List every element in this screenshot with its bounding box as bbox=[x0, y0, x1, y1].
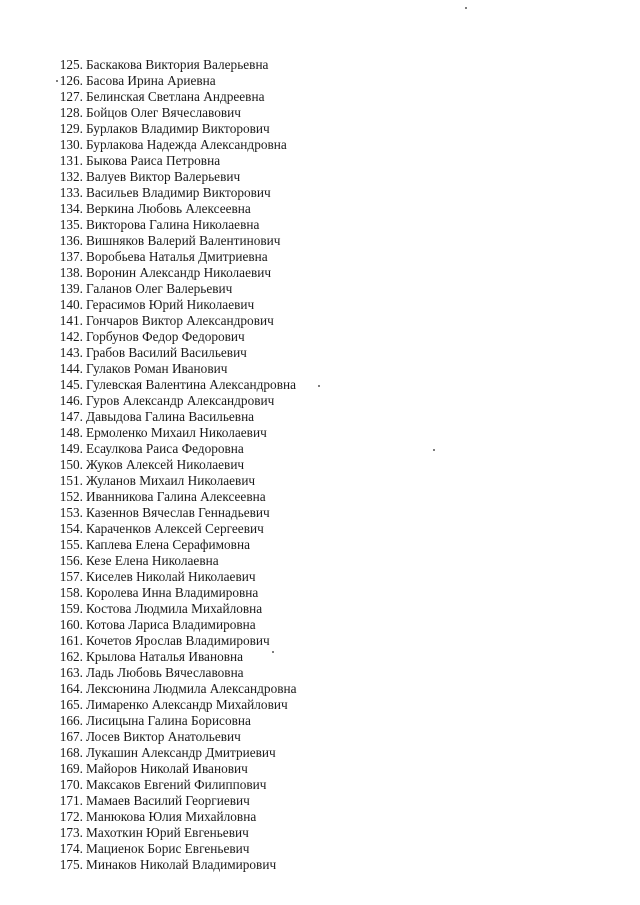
item-number: 126. bbox=[59, 73, 83, 88]
person-name: Жуланов Михаил Николаевич bbox=[86, 473, 256, 488]
item-number: 150. bbox=[59, 457, 83, 472]
person-name: Махоткин Юрий Евгеньевич bbox=[86, 825, 249, 840]
person-name: Воробьева Наталья Дмитриевна bbox=[86, 249, 268, 264]
person-name: Лосев Виктор Анатольевич bbox=[86, 729, 241, 744]
list-item bbox=[58, 281, 297, 297]
item-number: 125. bbox=[59, 57, 83, 72]
item-number: 130. bbox=[59, 137, 83, 152]
item-number: 172. bbox=[59, 809, 83, 824]
item-number: 154. bbox=[59, 521, 83, 536]
person-name: Белинская Светлана Андреевна bbox=[86, 89, 265, 104]
list-item bbox=[58, 825, 297, 841]
list-item bbox=[58, 777, 297, 793]
item-number: 142. bbox=[59, 329, 83, 344]
person-name: Бурлаков Владимир Викторович bbox=[86, 121, 270, 136]
item-number: 135. bbox=[59, 217, 83, 232]
list-item bbox=[58, 665, 297, 681]
person-name: Баскакова Виктория Валерьевна bbox=[86, 57, 269, 72]
person-name: Валуев Виктор Валерьевич bbox=[86, 169, 241, 184]
list-item bbox=[58, 297, 297, 313]
list-item bbox=[58, 521, 297, 537]
person-name: Караченков Алексей Сергеевич bbox=[86, 521, 264, 536]
item-number: 133. bbox=[59, 185, 83, 200]
list-item bbox=[58, 393, 297, 409]
item-number: 137. bbox=[59, 249, 83, 264]
item-number: 127. bbox=[59, 89, 83, 104]
item-number: 132. bbox=[59, 169, 83, 184]
list-item bbox=[58, 809, 297, 825]
person-name: Манюкова Юлия Михайловна bbox=[86, 809, 257, 824]
list-item bbox=[58, 457, 297, 473]
list-item bbox=[58, 361, 297, 377]
list-item bbox=[58, 553, 297, 569]
item-number: 134. bbox=[59, 201, 83, 216]
list-item bbox=[58, 537, 297, 553]
item-number: 169. bbox=[59, 761, 83, 776]
item-number: 161. bbox=[59, 633, 83, 648]
item-number: 159. bbox=[59, 601, 83, 616]
list-item bbox=[58, 729, 297, 745]
list-item bbox=[58, 489, 297, 505]
person-name: Жуков Алексей Николаевич bbox=[86, 457, 245, 472]
list-item bbox=[58, 585, 297, 601]
item-number: 128. bbox=[59, 105, 83, 120]
item-number: 136. bbox=[59, 233, 83, 248]
item-number: 165. bbox=[59, 697, 83, 712]
person-name: Ермоленко Михаил Николаевич bbox=[86, 425, 267, 440]
item-number: 160. bbox=[59, 617, 83, 632]
person-name: Вишняков Валерий Валентинович bbox=[86, 233, 281, 248]
item-number: 146. bbox=[59, 393, 83, 408]
list-item bbox=[58, 313, 297, 329]
list-item bbox=[58, 745, 297, 761]
scan-speck bbox=[433, 449, 435, 451]
scan-speck bbox=[465, 7, 467, 9]
list-item bbox=[58, 681, 297, 697]
item-number: 163. bbox=[59, 665, 83, 680]
list-item bbox=[58, 569, 297, 585]
person-name: Котова Лариса Владимировна bbox=[86, 617, 256, 632]
list-item bbox=[58, 617, 297, 633]
item-number: 155. bbox=[59, 537, 83, 552]
person-name: Максаков Евгений Филиппович bbox=[86, 777, 267, 792]
item-number: 131. bbox=[59, 153, 83, 168]
item-number: 162. bbox=[59, 649, 83, 664]
list-item bbox=[58, 137, 297, 153]
list-item bbox=[58, 329, 297, 345]
person-name: Майоров Николай Иванович bbox=[86, 761, 248, 776]
list-item bbox=[58, 233, 297, 249]
list-item bbox=[58, 169, 297, 185]
item-number: 129. bbox=[59, 121, 83, 136]
item-number: 171. bbox=[59, 793, 83, 808]
item-number: 143. bbox=[59, 345, 83, 360]
person-name: Казеннов Вячеслав Геннадьевич bbox=[86, 505, 270, 520]
person-name: Герасимов Юрий Николаевич bbox=[86, 297, 255, 312]
person-name: Быкова Раиса Петровна bbox=[86, 153, 221, 168]
list-item bbox=[58, 217, 297, 233]
person-name: Гулаков Роман Иванович bbox=[86, 361, 228, 376]
list-item bbox=[58, 505, 297, 521]
person-name: Викторова Галина Николаевна bbox=[86, 217, 260, 232]
list-item bbox=[58, 793, 297, 809]
item-number: 138. bbox=[59, 265, 83, 280]
list-item bbox=[58, 633, 297, 649]
list-item bbox=[58, 265, 297, 281]
item-number: 144. bbox=[59, 361, 83, 376]
person-name: Бойцов Олег Вячеславович bbox=[86, 105, 241, 120]
person-name: Кочетов Ярослав Владимирович bbox=[86, 633, 270, 648]
item-number: 139. bbox=[59, 281, 83, 296]
list-item bbox=[58, 601, 297, 617]
person-name: Веркина Любовь Алексеевна bbox=[86, 201, 251, 216]
item-number: 175. bbox=[59, 857, 83, 872]
list-item bbox=[58, 185, 297, 201]
list-item bbox=[58, 441, 297, 457]
list-item bbox=[58, 57, 297, 73]
item-number: 140. bbox=[59, 297, 83, 312]
item-number: 145. bbox=[59, 377, 83, 392]
item-number: 170. bbox=[59, 777, 83, 792]
item-number: 167. bbox=[59, 729, 83, 744]
item-number: 151. bbox=[59, 473, 83, 488]
person-name: Васильев Владимир Викторович bbox=[86, 185, 271, 200]
scan-speck bbox=[318, 385, 320, 387]
item-number: 153. bbox=[59, 505, 83, 520]
person-name: Костова Людмила Михайловна bbox=[86, 601, 263, 616]
list-item bbox=[58, 841, 297, 857]
item-number: 158. bbox=[59, 585, 83, 600]
list-item bbox=[58, 473, 297, 489]
item-number: 173. bbox=[59, 825, 83, 840]
list-item bbox=[58, 857, 297, 873]
item-number: 174. bbox=[59, 841, 83, 856]
person-name: Мациенок Борис Евгеньевич bbox=[86, 841, 250, 856]
person-name: Басова Ирина Ариевна bbox=[86, 73, 216, 88]
item-number: 148. bbox=[59, 425, 83, 440]
name-list bbox=[58, 57, 297, 873]
item-number: 164. bbox=[59, 681, 83, 696]
person-name: Галанов Олег Валерьевич bbox=[86, 281, 233, 296]
item-number: 168. bbox=[59, 745, 83, 760]
person-name: Королева Инна Владимировна bbox=[86, 585, 259, 600]
person-name: Воронин Александр Николаевич bbox=[86, 265, 272, 280]
list-item bbox=[58, 649, 297, 665]
person-name: Бурлакова Надежда Александровна bbox=[86, 137, 287, 152]
list-item bbox=[58, 761, 297, 777]
person-name: Лисицына Галина Борисовна bbox=[86, 713, 251, 728]
person-name: Гончаров Виктор Александрович bbox=[86, 313, 274, 328]
person-name: Кезе Елена Николаевна bbox=[86, 553, 219, 568]
person-name: Давыдова Галина Васильевна bbox=[86, 409, 255, 424]
person-name: Лексюнина Людмила Александровна bbox=[86, 681, 297, 696]
item-number: 147. bbox=[59, 409, 83, 424]
item-number: 157. bbox=[59, 569, 83, 584]
list-item bbox=[58, 73, 297, 89]
list-item bbox=[58, 409, 297, 425]
list-item bbox=[58, 89, 297, 105]
person-name: Крылова Наталья Ивановна bbox=[86, 649, 244, 664]
person-name: Ладь Любовь Вячеславовна bbox=[86, 665, 244, 680]
list-item bbox=[58, 425, 297, 441]
person-name: Горбунов Федор Федорович bbox=[86, 329, 245, 344]
person-name: Гулевская Валентина Александровна bbox=[86, 377, 297, 392]
person-name: Лукашин Александр Дмитриевич bbox=[86, 745, 276, 760]
person-name: Каплева Елена Серафимовна bbox=[86, 537, 250, 552]
scan-speck bbox=[272, 651, 274, 653]
list-item bbox=[58, 153, 297, 169]
item-number: 141. bbox=[59, 313, 83, 328]
list-item bbox=[58, 377, 297, 393]
item-number: 166. bbox=[59, 713, 83, 728]
item-number: 152. bbox=[59, 489, 83, 504]
person-name: Минаков Николай Владимирович bbox=[86, 857, 277, 872]
person-name: Есаулкова Раиса Федоровна bbox=[86, 441, 244, 456]
person-name: Иванникова Галина Алексеевна bbox=[86, 489, 266, 504]
list-item bbox=[58, 249, 297, 265]
list-item bbox=[58, 201, 297, 217]
list-item bbox=[58, 121, 297, 137]
person-name: Лимаренко Александр Михайлович bbox=[86, 697, 288, 712]
person-name: Киселев Николай Николаевич bbox=[86, 569, 256, 584]
list-item bbox=[58, 345, 297, 361]
item-number: 156. bbox=[59, 553, 83, 568]
list-item bbox=[58, 697, 297, 713]
item-number: 149. bbox=[59, 441, 83, 456]
list-item bbox=[58, 105, 297, 121]
scan-speck bbox=[56, 80, 58, 82]
list-item bbox=[58, 713, 297, 729]
person-name: Гуров Александр Александрович bbox=[86, 393, 275, 408]
person-name: Грабов Василий Васильевич bbox=[86, 345, 247, 360]
person-name: Мамаев Василий Георгиевич bbox=[86, 793, 250, 808]
